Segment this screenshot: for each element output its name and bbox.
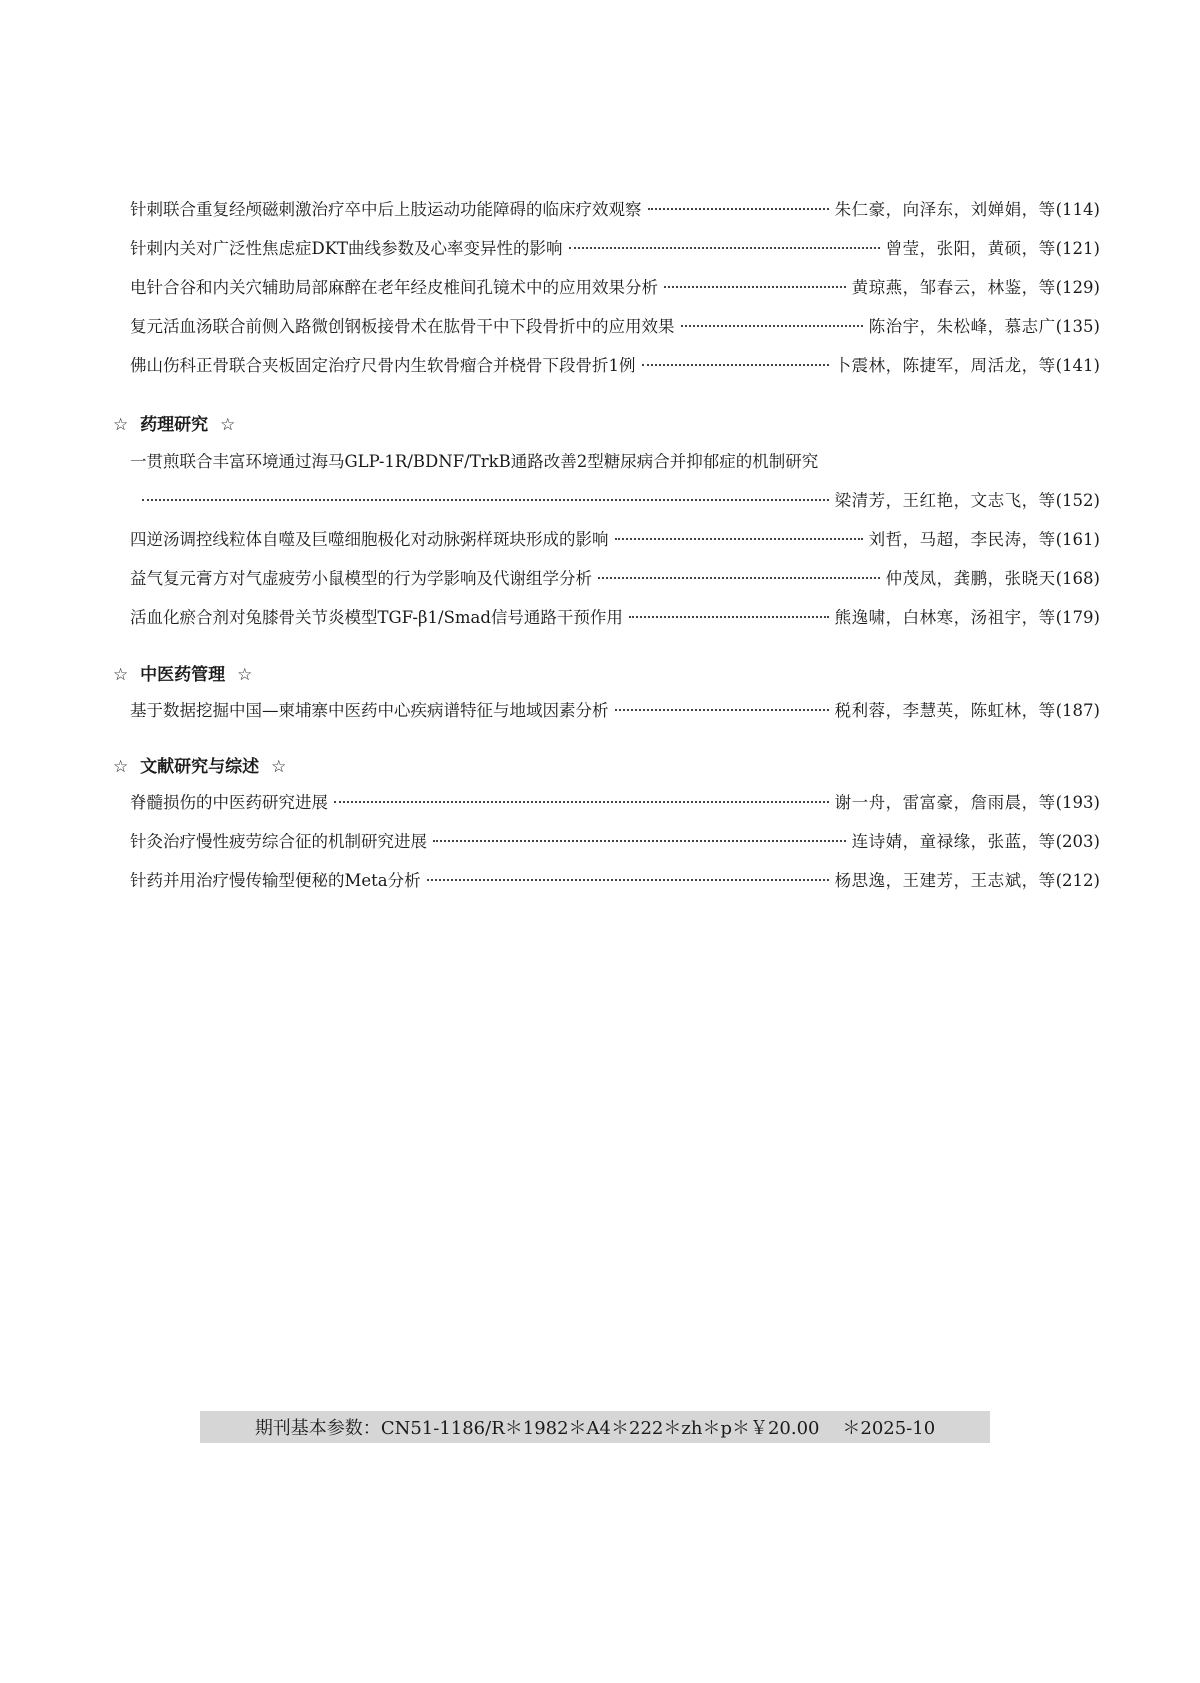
dot-leader — [615, 709, 829, 711]
entry-title: 电针合谷和内关穴辅助局部麻醉在老年经皮椎间孔镜术中的应用效果分析 — [130, 278, 658, 297]
section-title: 中医药管理 — [140, 665, 226, 685]
toc-entry[interactable] — [130, 352, 1100, 378]
entry-page: (129) — [1055, 278, 1100, 297]
entry-authors: 黄琼燕，邹春云，林鉴，等 — [851, 278, 1056, 297]
section-heading-tcm-management — [113, 660, 252, 685]
star-icon: ☆ — [220, 415, 236, 435]
entry-page: (121) — [1055, 239, 1100, 258]
toc-entry[interactable] — [130, 697, 1100, 723]
journal-parameters-value: CN51-1186/R＊1982＊A4＊222＊zh＊p＊￥20.00 ＊2025-10 — [380, 1418, 936, 1439]
dot-leader — [569, 247, 880, 249]
star-icon: ☆ — [237, 665, 253, 685]
entry-page: (193) — [1055, 793, 1100, 812]
toc-entry[interactable] — [130, 526, 1100, 552]
entry-title: 基于数据挖掘中国—柬埔寨中医药中心疾病谱特征与地域因素分析 — [130, 701, 609, 720]
entry-title: 益气复元膏方对气虚疲劳小鼠模型的行为学影响及代谢组学分析 — [130, 569, 592, 588]
entry-page: (114) — [1055, 200, 1100, 219]
entry-page: (212) — [1055, 871, 1100, 890]
section-heading-literature-review — [113, 752, 286, 777]
entry-title: 针灸治疗慢性疲劳综合征的机制研究进展 — [130, 832, 427, 851]
entry-authors: 梁清芳，王红艳，文志飞，等 — [834, 491, 1056, 510]
entry-title: 复元活血汤联合前侧入路微创钢板接骨术在肱骨干中下段骨折中的应用效果 — [130, 317, 675, 336]
toc-entry[interactable] — [130, 867, 1100, 893]
entry-title: 针刺联合重复经颅磁刺激治疗卒中后上肢运动功能障碍的临床疗效观察 — [130, 200, 642, 219]
entry-title: 四逆汤调控线粒体自噬及巨噬细胞极化对动脉粥样斑块形成的影响 — [130, 530, 609, 549]
entry-title: 一贯煎联合丰富环境通过海马GLP-1R/BDNF/TrkB通路改善2型糖尿病合并抑郁症的机制研究 — [130, 452, 819, 471]
dot-leader — [648, 208, 829, 210]
section-title: 文献研究与综述 — [140, 757, 260, 777]
entry-title: 针刺内关对广泛性焦虑症DKT曲线参数及心率变异性的影响 — [130, 239, 563, 258]
star-icon: ☆ — [113, 665, 129, 685]
entry-page: (187) — [1055, 701, 1100, 720]
dot-leader — [615, 538, 863, 540]
journal-parameters-label: 期刊基本参数： — [254, 1418, 381, 1439]
entry-title: 脊髓损伤的中医药研究进展 — [130, 793, 328, 812]
entry-authors: 朱仁豪，向泽东，刘婵娟，等 — [834, 200, 1056, 219]
toc-entry[interactable] — [130, 565, 1100, 591]
dot-leader — [427, 879, 829, 881]
toc-entry[interactable] — [130, 789, 1100, 815]
entry-authors: 熊逸啸，白林寒，汤祖宇，等 — [834, 608, 1056, 627]
entry-page: (135) — [1055, 317, 1100, 336]
dot-leader — [664, 286, 846, 288]
dot-leader — [642, 364, 829, 366]
entry-authors: 连诗婧，童禄缘，张蓝，等 — [851, 832, 1056, 851]
toc-entry[interactable] — [130, 828, 1100, 854]
entry-authors: 陈治宇，朱松峰，慕志广 — [868, 317, 1056, 336]
toc-entry[interactable] — [130, 196, 1100, 222]
entry-authors: 卜震林，陈捷军，周活龙，等 — [834, 356, 1056, 375]
dot-leader — [142, 499, 829, 501]
toc-entry[interactable] — [130, 274, 1100, 300]
dot-leader — [433, 840, 846, 842]
toc-entry[interactable] — [130, 604, 1100, 630]
toc-entry[interactable] — [130, 313, 1100, 339]
entry-page: (203) — [1055, 832, 1100, 851]
entry-authors: 仲茂凤，龚鹏，张晓天 — [885, 569, 1056, 588]
entry-authors: 谢一舟，雷富豪，詹雨晨，等 — [834, 793, 1056, 812]
dot-leader — [681, 325, 863, 327]
entry-page: (161) — [1055, 530, 1100, 549]
dot-leader — [334, 801, 829, 803]
entry-authors: 刘哲，马超，李民涛，等 — [868, 530, 1056, 549]
star-icon: ☆ — [113, 757, 129, 777]
toc-entry[interactable] — [130, 235, 1100, 261]
entry-authors: 杨思逸，王建芳，王志斌，等 — [834, 871, 1056, 890]
dot-leader — [598, 577, 880, 579]
star-icon: ☆ — [113, 415, 129, 435]
entry-page: (152) — [1055, 491, 1100, 510]
entry-title: 针药并用治疗慢传输型便秘的Meta分析 — [130, 871, 421, 890]
toc-entry[interactable] — [130, 448, 818, 472]
entry-authors: 税利蓉，李慧英，陈虹林，等 — [834, 701, 1056, 720]
section-heading-pharmacology — [113, 410, 235, 435]
star-icon: ☆ — [271, 757, 287, 777]
toc-entry-continuation[interactable] — [142, 487, 1100, 513]
entry-title: 活血化瘀合剂对兔膝骨关节炎模型TGF-β1/Smad信号通路干预作用 — [130, 608, 623, 627]
entry-page: (141) — [1055, 356, 1100, 375]
entry-page: (179) — [1055, 608, 1100, 627]
journal-parameters-box — [200, 1411, 990, 1443]
dot-leader — [629, 616, 829, 618]
entry-authors: 曾莹，张阳，黄硕，等 — [885, 239, 1056, 258]
entry-page: (168) — [1055, 569, 1100, 588]
section-title: 药理研究 — [140, 415, 209, 435]
entry-title: 佛山伤科正骨联合夹板固定治疗尺骨内生软骨瘤合并桡骨下段骨折1例 — [130, 356, 636, 375]
